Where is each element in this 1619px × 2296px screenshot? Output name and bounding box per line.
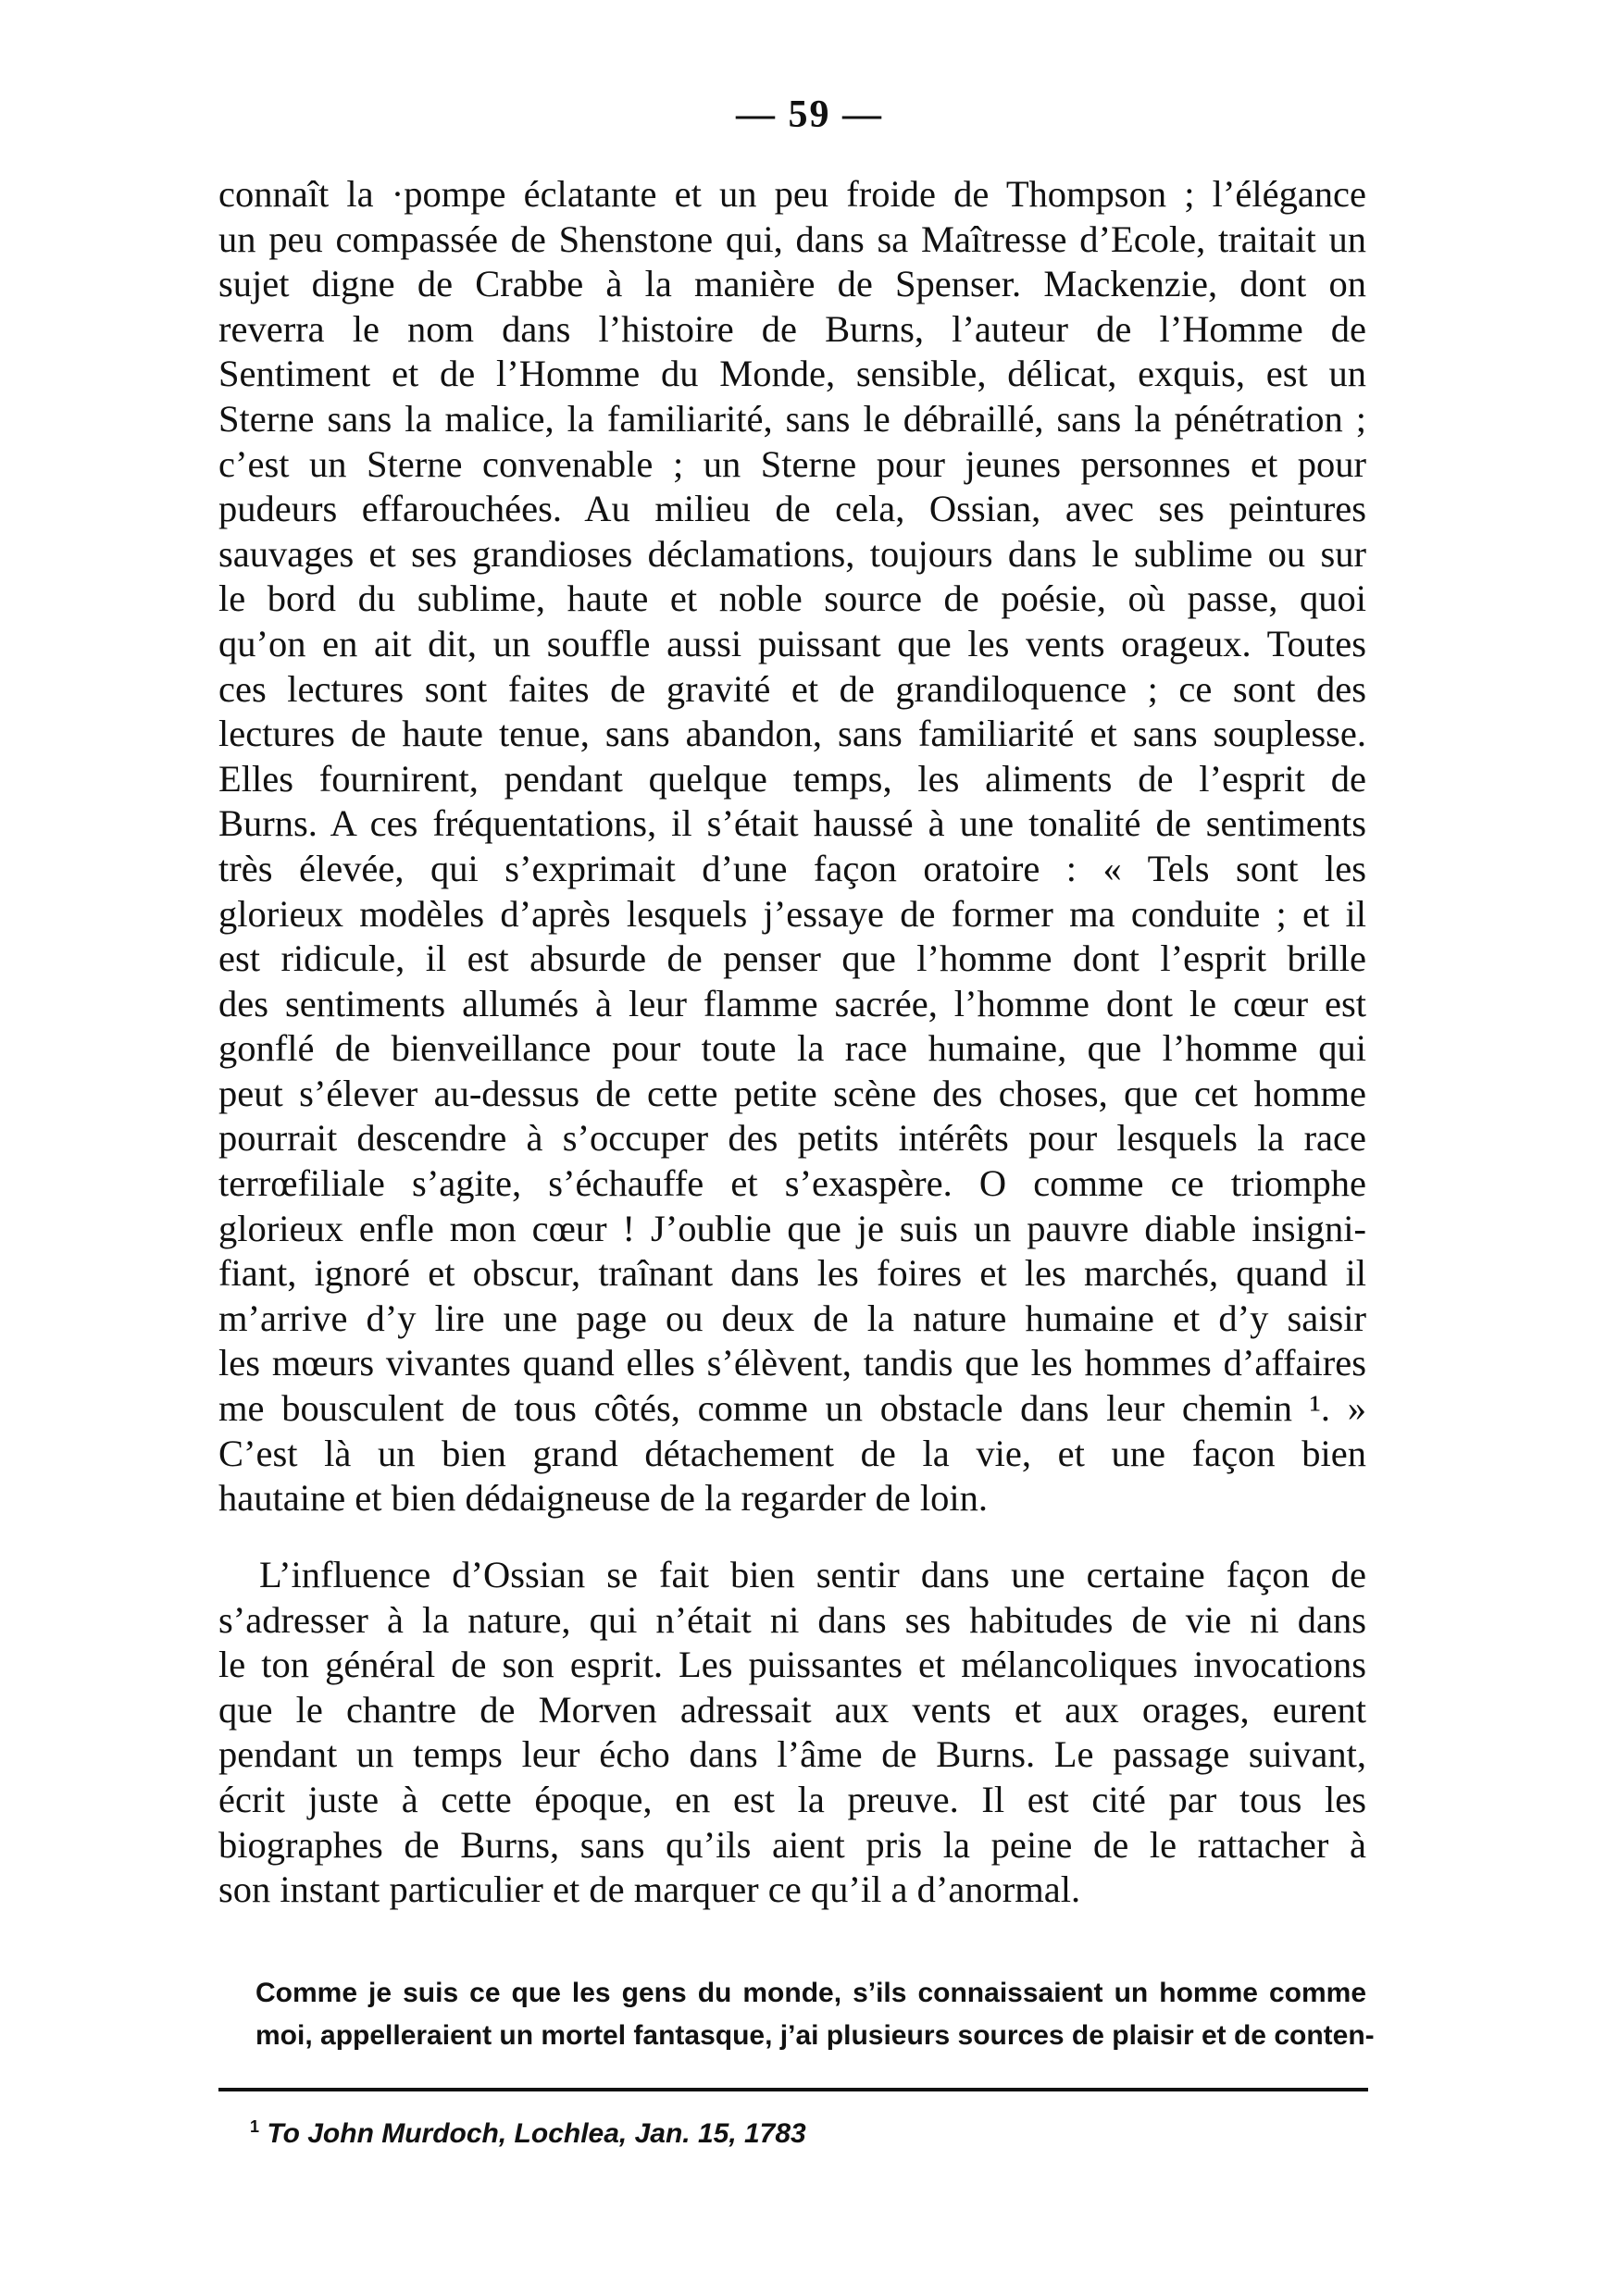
footnote-marker: 1 (250, 2117, 260, 2136)
text-line: moi, appelleraient un mortel fantasque, j’ai plusieurs sources de plaisir et de conten- (255, 2020, 1375, 2051)
page-number: — 59 — (736, 93, 883, 136)
text-line: qu’on en ait dit, un souffle aussi puissant que les vents orageux. Toutes (218, 622, 1366, 664)
text-line: glorieux enfle mon cœur ! J’oublie que je suis un pauvre diable insigni- (218, 1207, 1366, 1249)
text-line: sauvages et ses grandioses déclamations, toujours dans le sublime ou sur (218, 532, 1366, 575)
text-line: reverra le nom dans l’histoire de Burns, l’auteur de l’Homme de (218, 307, 1366, 350)
text-line: m’arrive d’y lire une page ou deux de la nature humaine et d’y saisir (218, 1297, 1366, 1339)
text-line: terrœfiliale s’agite, s’échauffe et s’exaspère. O comme ce triomphe (218, 1162, 1366, 1205)
text-line: un peu compassée de Shenstone qui, dans sa Maîtresse d’Ecole, traitait un (218, 217, 1366, 260)
text-line: glorieux modèles d’après lesquels j’essaye de former ma conduite ; et il (218, 892, 1366, 935)
text-line: Sterne sans la malice, la familiarité, sans le débraillé, sans la pénétration ; (218, 397, 1366, 440)
text-line: biographes de Burns, sans qu’ils aient pris la peine de le rattacher à (218, 1823, 1366, 1866)
text-line: peut s’élever au-dessus de cette petite scène des choses, que cet homme (218, 1072, 1366, 1114)
text-line: gonflé de bienveillance pour toute la race humaine, que l’homme qui (218, 1027, 1366, 1070)
text-line: très élevée, qui s’exprimait d’une façon oratoire : « Tels sont les (218, 847, 1366, 889)
text-line: pudeurs effarouchées. Au milieu de cela, Ossian, avec ses peintures (218, 488, 1366, 530)
text-line: pendant un temps leur écho dans l’âme de Burns. Le passage suivant, (218, 1733, 1366, 1776)
text-line: s’adresser à la nature, qui n’était ni dans ses habitudes de vie ni dans (218, 1598, 1366, 1641)
text-line: des sentiments allumés à leur flamme sacrée, l’homme dont le cœur est (218, 982, 1366, 1024)
footnote-text: To John Murdoch, Lochlea, Jan. 15, 1783 (267, 2118, 806, 2149)
paragraph-2 (218, 1553, 1366, 1913)
footnote-divider (218, 2088, 1368, 2091)
text-line: lectures de haute tenue, sans abandon, sans familiarité et sans souplesse. (218, 713, 1366, 755)
text-line: fiant, ignoré et obscur, traînant dans les foires et les marchés, quand il (218, 1252, 1366, 1295)
text-line: C’est là un bien grand détachement de la vie, et une façon bien (218, 1432, 1366, 1474)
text-line: est ridicule, il est absurde de penser que l’homme dont l’esprit brille (218, 937, 1366, 980)
footnote (250, 2108, 806, 2153)
text-line: ces lectures sont faites de gravité et de grandiloquence ; ce sont des (218, 667, 1366, 710)
text-line: le bord du sublime, haute et noble source de poésie, où passe, quoi (218, 577, 1366, 620)
text-line: c’est un Sterne convenable ; un Sterne pour jeunes personnes et pour (218, 442, 1366, 485)
text-line: Burns. A ces fréquentations, il s’était haussé à une tonalité de sentiments (218, 802, 1366, 845)
text-line: sujet digne de Crabbe à la manière de Spenser. Mackenzie, dont on (218, 263, 1366, 305)
text-line: hautaine et bien dédaigneuse de la regarder de loin. (218, 1477, 989, 1520)
text-line: les mœurs vivantes quand elles s’élèvent, tandis que les hommes d’affaires (218, 1342, 1366, 1384)
text-line: Comme je suis ce que les gens du monde, s’ils connaissaient un homme comme (255, 1978, 1366, 2008)
text-line: me bousculent de tous côtés, comme un obstacle dans leur chemin ¹. » (218, 1387, 1366, 1430)
text-line: son instant particulier et de marquer ce qu’il a d’anormal. (218, 1868, 1081, 1911)
text-line: que le chantre de Morven adressait aux vents et aux orages, eurent (218, 1688, 1366, 1731)
paragraph-1 (218, 172, 1366, 1521)
text-line: L’influence d’Ossian se fait bien sentir dans une certaine façon de (259, 1554, 1366, 1595)
block-quote (255, 1972, 1375, 2057)
text-line: le ton général de son esprit. Les puissantes et mélancoliques invocations (218, 1644, 1366, 1686)
text-line: Elles fournirent, pendant quelque temps, les aliments de l’esprit de (218, 757, 1366, 800)
text-line: Sentiment et de l’Homme du Monde, sensible, délicat, exquis, est un (218, 353, 1366, 395)
text-line: pourrait descendre à s’occuper des petits intérêts pour lesquels la race (218, 1117, 1366, 1160)
text-line: écrit juste à cette époque, en est la preuve. Il est cité par tous les (218, 1778, 1366, 1820)
text-line: connaît la ·pompe éclatante et un peu froide de Thompson ; l’élégance (218, 173, 1366, 215)
